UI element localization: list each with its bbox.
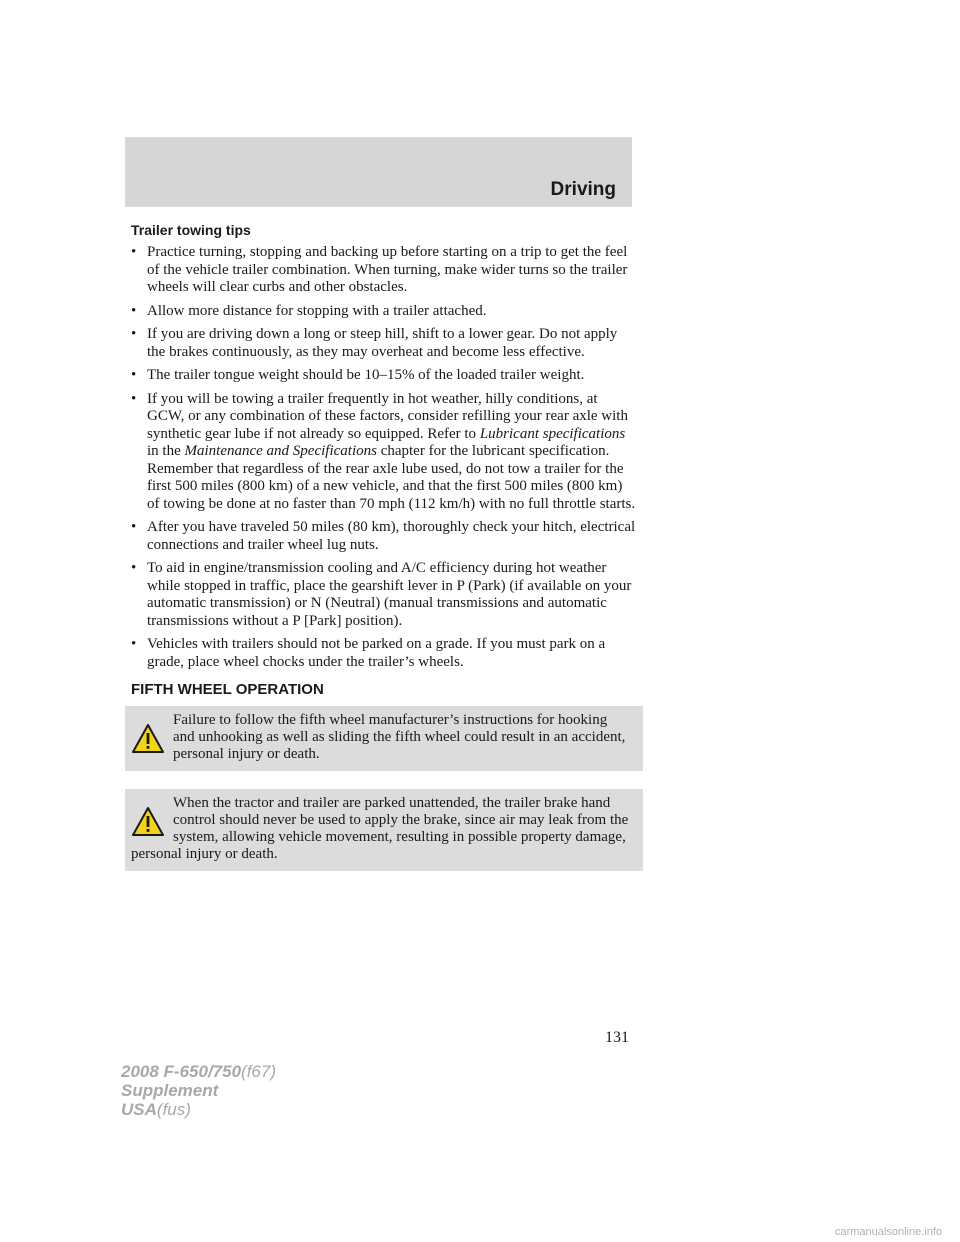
bullet-icon: •	[131, 326, 137, 342]
list-item: • If you are driving down a long or steep hill, shift to a lower gear. Do not apply the brakes continuously, as they may overheat and become less effective.	[131, 326, 618, 360]
warning-triangle-icon	[131, 722, 165, 756]
list-item: • After you have traveled 50 miles (80 km), thoroughly check your hitch, electrical connections and trailer wheel lug nuts.	[131, 519, 636, 553]
footer-supplement: Supplement	[121, 1081, 219, 1100]
list-item: • If you will be towing a trailer frequently in hot weather, hilly conditions, at GCW, or any combination of these factors, consider refilling your rear axle with synthetic gear lube if not already so equipped. Refer to Lubricant specifications in the Maintenance and Specifications chapter for the lubricant specification. Remember that regardless of the rear axle lube used, do not tow a trailer for the first 500 miles (800 km) of a new vehicle, and that the first 500 miles (800 km) of towing be done at no faster than 70 mph (112 km/h) with no full throttle starts.	[131, 390, 636, 512]
footer-model: 2008 F-650/750	[121, 1062, 242, 1081]
bullet-icon: •	[131, 636, 137, 652]
section-header-band	[125, 137, 632, 207]
footer-model-code: (f67)	[241, 1062, 277, 1081]
warning-box	[125, 789, 643, 871]
warning-triangle-icon	[131, 805, 165, 839]
list-item: • Allow more distance for stopping with a trailer attached.	[131, 302, 487, 319]
lubricant-spec-reference: Lubricant specifications	[479, 425, 626, 442]
towing-tips-heading: Trailer towing tips	[131, 222, 251, 238]
list-item: • Practice turning, stopping and backing up before starting on a trip to get the feel of the vehicle trailer combination. When turning, make wider turns so the trailer wheels will clear curbs and other obstacles.	[131, 244, 628, 295]
list-item: • Vehicles with trailers should not be parked on a grade. If you must park on a grade, place wheel chocks under the trailer’s wheels.	[131, 636, 606, 670]
warning-text: When the tractor and trailer are parked unattended, the trailer brake hand control should never be used to apply the brake, since air may leak from the system, allowing vehicle movement, resulting in possible property damage, personal injury or death.	[131, 795, 629, 862]
page-number: 131	[605, 1029, 629, 1046]
footer-region: USA	[121, 1100, 157, 1119]
page-content	[131, 222, 637, 889]
bullet-icon: •	[131, 367, 137, 383]
list-item: • The trailer tongue weight should be 10–15% of the loaded trailer weight.	[131, 367, 585, 383]
warning-box	[125, 706, 643, 771]
bullet-icon: •	[131, 302, 137, 319]
document-footer	[121, 1062, 276, 1119]
bullet-icon: •	[131, 519, 137, 535]
fifth-wheel-heading: FIFTH WHEEL OPERATION	[131, 681, 324, 698]
watermark: carmanualsonline.info	[834, 1226, 942, 1238]
section-title: Driving	[550, 179, 616, 200]
warning-text: Failure to follow the fifth wheel manufacturer’s instructions for hooking and unhooking as well as sliding the fifth wheel could result in an accident, personal injury or death.	[173, 712, 626, 762]
towing-tips-list	[131, 244, 637, 671]
footer-region-code: (fus)	[156, 1100, 191, 1119]
maintenance-chapter-reference: Maintenance and Specifications	[184, 443, 377, 459]
bullet-icon: •	[131, 560, 137, 576]
bullet-icon: •	[131, 244, 137, 260]
bullet-icon: •	[131, 390, 137, 407]
list-item: • To aid in engine/transmission cooling and A/C efficiency during hot weather while stopped in traffic, place the gearshift lever in P (Park) (if available on your automatic transmission) or N (Neutral) (manual transmissions and automatic transmissions without a P [Park] position).	[131, 560, 632, 629]
